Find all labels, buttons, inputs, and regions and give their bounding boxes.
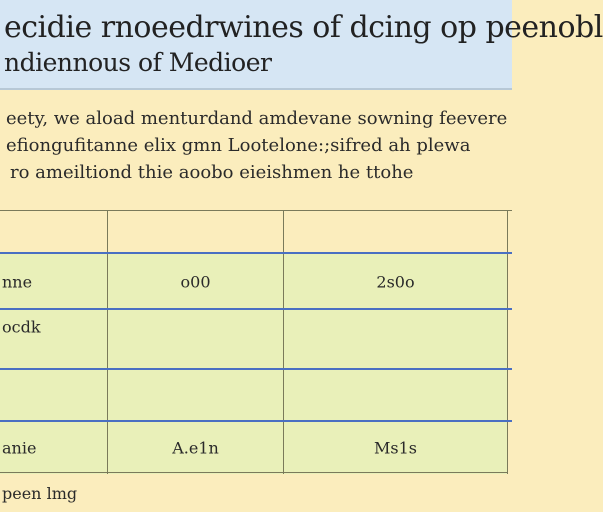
table-cell (284, 370, 508, 422)
table-cell (284, 254, 508, 310)
title-banner (0, 0, 603, 90)
table-cell (0, 370, 108, 422)
table-header-cell (108, 211, 284, 253)
table-header-cell (0, 211, 108, 253)
intro-line: efiongufitanne elix gmn Lootelone:;sifred ah plewa (6, 135, 471, 156)
table-cell (0, 254, 108, 310)
table-cell (108, 422, 284, 474)
cell-text: ocdk (2, 317, 41, 337)
cell-text: o00 (180, 272, 211, 292)
page-subtitle: ndiennous of Medioer (4, 48, 272, 77)
cell-text: A.e1n (172, 438, 219, 458)
intro-paragraph (0, 98, 512, 188)
intro-line: ro ameiltiond thie aoobo eieishmen he ttohe (10, 162, 414, 183)
table-cell (108, 310, 284, 370)
data-table (0, 210, 512, 474)
page-title: ecidie rnoeedrwines of dcing op peenobl (4, 10, 603, 45)
table-cell (284, 310, 508, 370)
table-header-cell (284, 211, 508, 253)
table-row (0, 368, 512, 422)
intro-line: eety, we aload menturdand amdevane sowning feevere (6, 108, 508, 129)
cell-text: 2s0o (376, 272, 415, 292)
table-cell (108, 254, 284, 310)
table-row (0, 308, 512, 370)
table-header-row (0, 210, 512, 253)
table-cell (0, 310, 108, 370)
footer-note: peen lmg (2, 484, 78, 503)
table-cell (108, 370, 284, 422)
cell-text: nne (2, 272, 33, 292)
table-bottom-border (0, 472, 508, 473)
table-row (0, 420, 512, 474)
cell-text: anie (2, 438, 37, 458)
cell-text: Ms1s (374, 438, 417, 458)
table-row (0, 252, 512, 310)
table-cell (0, 422, 108, 474)
table-cell (284, 422, 508, 474)
